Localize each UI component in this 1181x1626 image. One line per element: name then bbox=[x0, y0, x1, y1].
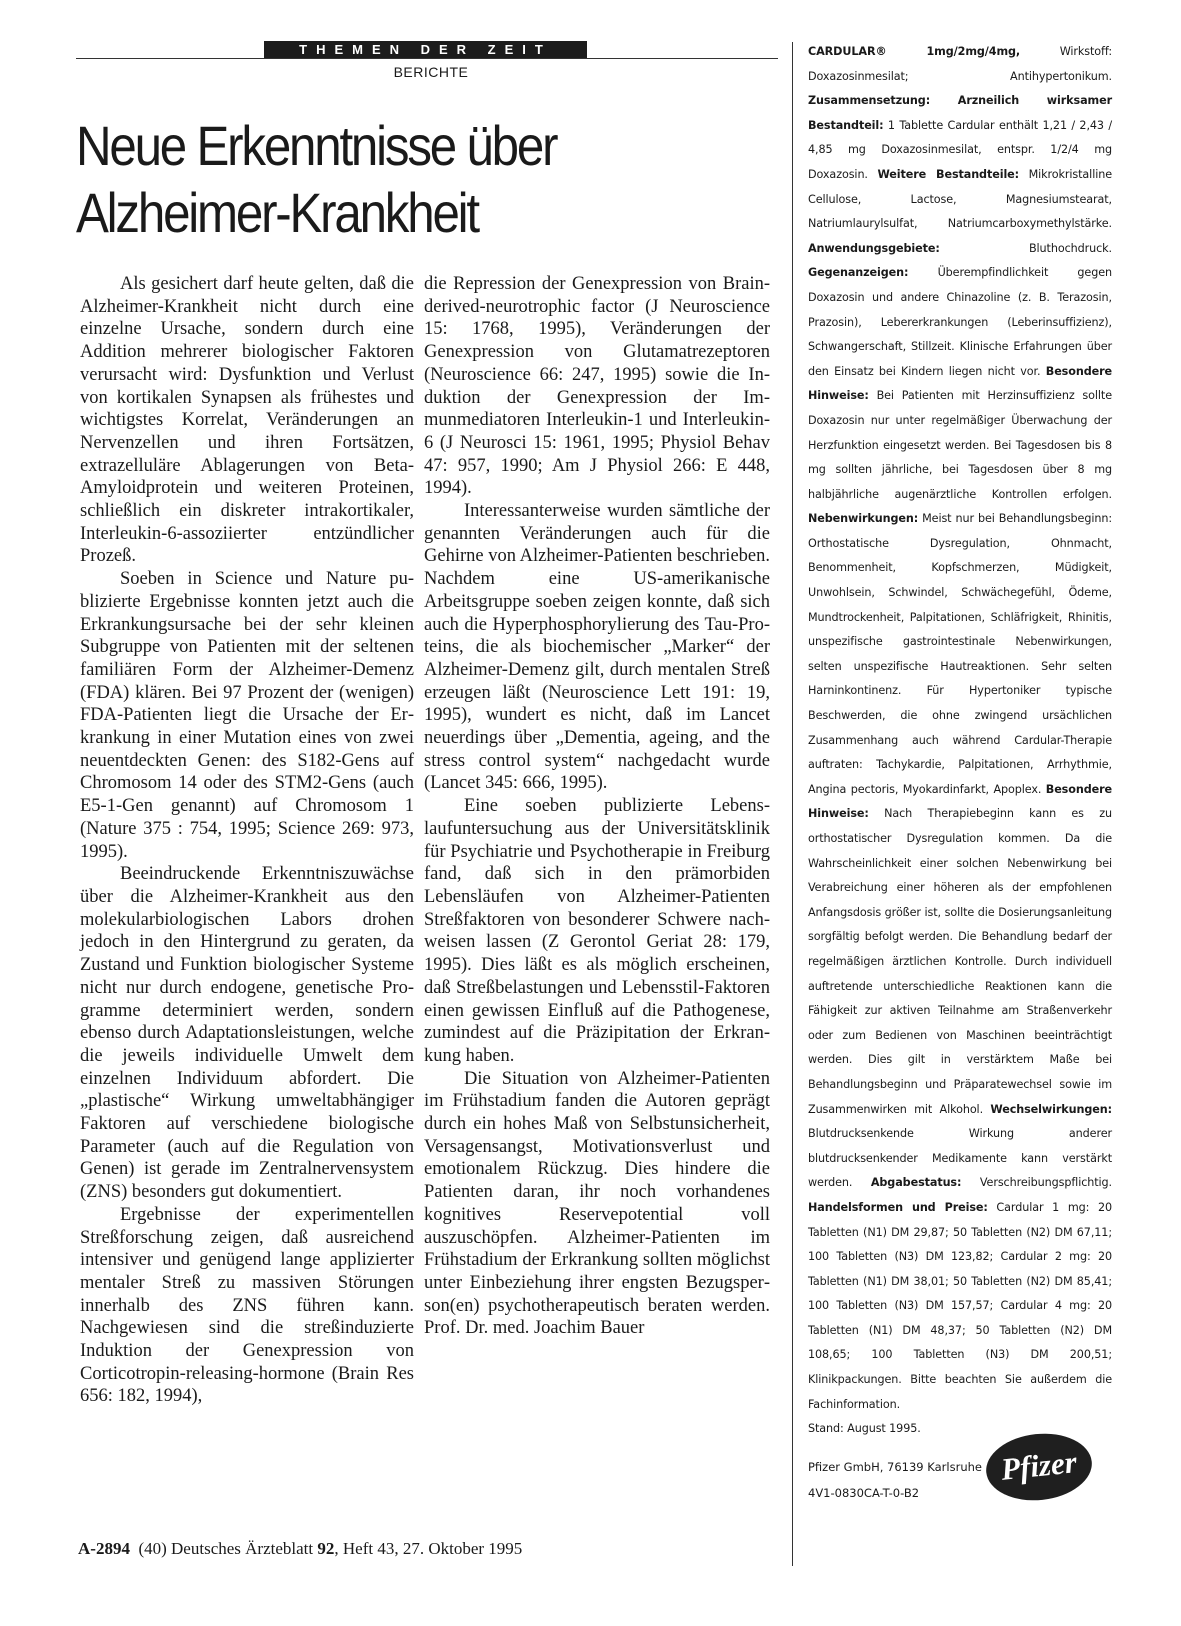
page-id: A-2894 bbox=[78, 1539, 130, 1558]
paragraph: Soeben in Science und Nature publizierte Ergebnisse konnten jetzt auch die Erkrankungsursache bei der sehr kleinen Subgruppe von Patienten mit der seltenen familiären Form der Alzheimer-Demenz (FDA) klären. Bei 97 Prozent der (wenigen) FDA-Patienten liegt die Ursache der Erkrankung in einer Mutation eines von zwei neuentdeckten Genen: des S182-Gens auf Chromosom 14 oder des STM2-Gens (auch E5-1-Gen genannt) auf Chromosom 1 (Nature 375 : 754, 1995; Science 269: 973, 1995). bbox=[80, 569, 414, 862]
sidebar-text: Bluthochdruck. bbox=[939, 241, 1112, 255]
page-footer bbox=[78, 1539, 522, 1559]
article-column-2 bbox=[424, 273, 770, 1340]
sidebar-heading: Wechselwirkungen: bbox=[990, 1102, 1112, 1116]
paragraph: Als gesichert darf heute gelten, daß die Alzheimer-Krankheit nicht durch eine einzelne Ursache, sondern durch eine Addition mehrerer biologischer Faktoren verursacht wird: Dysfunktion und Verlust von kortikalen Synapsen als frühestes und wichtigstes Korrelat, Veränderungen an Nervenzellen und ihren Fortsätzen, extrazelluläre Ablagerungen von Beta-Amyloidprotein und weiteren Proteinen, schließlich ein diskreter intrakortikaler, Interleukin-6-assoziierter entzündlicher Prozeß. bbox=[80, 274, 414, 567]
sidebar-heading: Anwendungsgebiete: bbox=[808, 241, 940, 255]
page-number: (40) bbox=[138, 1539, 167, 1558]
paragraph: Beeindruckende Erkenntniszuwächse über die Alzheimer-Krankheit aus den molekularbiologischen Labors drohen jedoch in den Hintergrund zu geraten, da Zustand und Funktion biologischer Systeme nicht nur durch endogene, genetische Programme determiniert werden, sondern ebenso durch Adaptationsleistungen, welche die jeweils individuelle Umwelt dem einzelnen Individuum abfordert. Die „plastische“ Wirkung umweltabhängiger Faktoren auf verschiedene biologische Parameter (auch auf die Regulation von Genen) ist gerade im Zentralnervensystem (ZNS) besonders gut dokumentiert. bbox=[80, 864, 414, 1203]
sidebar-heading: Zusammensetzung: Arzneilich wirksamer Bestandteil: bbox=[808, 94, 1112, 132]
journal-volume: 92 bbox=[317, 1539, 335, 1558]
sidebar-text: Cardular 1 mg: 20 Tabletten (N1) DM 29,87; 50 Tabletten (N2) DM 67,11; 100 Tabletten (N3) DM 123,82; Cardular 2 mg: 20 Tabletten (N1) DM 38,01; 50 Tabletten (N2) DM 85,41; 100 Tabletten (N3) DM 157,57; Cardular 4 mg: 20 Tabletten (N1) DM 48,37; 50 Tabletten (N2) DM 108,65; 100 Tabletten (N3) DM 200,51; Klinikpackungen. Bitte beachten Sie außerdem die Fachinformation. bbox=[808, 1200, 1112, 1411]
sidebar-text: Bei Patienten mit Herzinsuffizienz sollte Doxazosin nur unter regelmäßiger Überwachung der Herzfunktion eingesetzt werden. Bei Tagesdosen bis 8 mg sollten jährliche, bei Tagesdosen über 8 mg halbjährliche augenärztliche Kontrollen erfolgen. bbox=[808, 389, 1112, 501]
journal-name: Deutsches Ärzteblatt bbox=[171, 1539, 314, 1558]
header-rule bbox=[76, 58, 778, 59]
sidebar-text: Verschreibungspflichtig. bbox=[961, 1176, 1112, 1190]
paragraph: Eine soeben publizierte Lebenslaufuntersuchung aus der Universitätsklinik für Psychiatrie und Psychotherapie in Freiburg fand, daß sich in den prämorbiden Lebensläufen von Alzheimer-Patienten Streßfaktoren von besonderer Schwere nachweisen lassen (Z Gerontol Geriat 28: 179, 1995). Dies läßt es als möglich erscheinen, daß Streßbelastungen und Lebensstil-Faktoren einen gewissen Einfluß auf die Pathogenese, zumindest auf die Präzipitation der Erkrankung haben. bbox=[424, 796, 770, 1066]
section-banner: THEMEN DER ZEIT bbox=[264, 41, 587, 58]
section-label: BERICHTE bbox=[393, 64, 469, 80]
column-divider bbox=[792, 42, 793, 1566]
sidebar-heading: Nebenwirkungen: bbox=[808, 512, 919, 526]
product-code: 4V1-0830CA-T-0-B2 bbox=[808, 1486, 920, 1500]
paragraph: Die Situation von Alzheimer-Patienten im Frühstadium fanden die Autoren geprägt durch ein hohes Maß von Selbstunsicherheit, Versagensangst, Motivationsverlust und emotionalem Rückzug. Dies hindere die Patienten daran, ihr noch vorhandenes kognitives Reservepotential voll auszuschöpfen. Alzheimer-Patienten im Frühstadium der Erkrankung sollten möglichst unter Einbeziehung ihrer engsten Bezugsperson(en) psychotherapeutisch beraten werden. Prof. Dr. med. Joachim Bauer bbox=[424, 1068, 770, 1339]
article-column-1 bbox=[80, 273, 414, 1408]
sidebar-heading: Besondere Hinweise: bbox=[808, 364, 1112, 403]
sidebar-text: 1 Tablette Cardular enthält 1,21 / 2,43 / 4,85 mg Doxazosinmesilat, entspr. 1/2/4 mg Doxazosin. bbox=[808, 118, 1112, 181]
paragraph: die Repression der Genexpression von Brain-derived-neurotrophic factor (J Neuroscience 15: 1768, 1995), Veränderungen der Genexpression von Glutamatrezeptoren (Neuroscience 66: 247, 1995) sowie die Induktion der Genexpression der Immunmediatoren Interleukin-1 und Interleukin-6 (J Neurosci 15: 1961, 1995; Physiol Behav 47: 957, 1990; Am J Physiol 266: E 448, 1994). bbox=[424, 274, 770, 499]
drug-info-sidebar bbox=[808, 40, 1112, 1442]
sidebar-text: Überempfindlichkeit gegen Doxazosin und andere Chinazoline (z. B. Terazosin, Prazosin), Lebererkrankungen (Leberinsuffizienz), Schwangerschaft, Stillzeit. Klinische Erfahrungen über den Einsatz bei Kindern liegen nicht vor. bbox=[808, 266, 1112, 378]
sidebar-heading: Besondere Hinweise: bbox=[808, 782, 1112, 821]
sidebar-heading: Weitere Bestandteile: bbox=[877, 167, 1020, 181]
sidebar-heading: Abgabestatus: bbox=[870, 1176, 962, 1190]
sidebar-text: Mikrokristalline Cellulose, Lactose, Magnesiumstearat, Natriumlaurylsulfat, Natriumcarboxymethylstärke. bbox=[808, 167, 1112, 231]
sidebar-heading: Handelsformen und Preise: bbox=[808, 1200, 988, 1214]
sidebar-heading: Gegenanzeigen: bbox=[808, 266, 909, 280]
paragraph: Interessanterweise wurden sämtliche der genannten Veränderungen auch für die Gehirne von Alzheimer-Patienten beschrieben. Nachdem eine US-amerikanische Arbeitsgruppe soeben zeigen konnte, daß sich auch die Hyperphosphorylierung des Tau-Proteins, die als biochemischer „Marker“ der Alzheimer-Demenz gilt, durch mentalen Streß erzeugen läßt (Neuroscience Lett 191: 19, 1995), wundert es nicht, daß im Lancet neuerdings über „Dementia, ageing, and the stress control system“ nachgedacht wurde (Lancet 345: 666, 1995). bbox=[424, 501, 770, 794]
title-line-2: Alzheimer-Krankheit bbox=[76, 181, 478, 244]
info-date: Stand: August 1995. bbox=[808, 1422, 921, 1436]
manufacturer-block bbox=[808, 1444, 1113, 1528]
product-name: CARDULAR® 1mg/2mg/4mg, bbox=[808, 45, 1021, 58]
sidebar-text: Meist nur bei Behandlungsbeginn: Orthostatische Dysregulation, Ohnmacht, Benommenheit, Kopfschmerzen, Müdigkeit, Unwohlsein, Schwindel, Schwächegefühl, Ödeme, Mundtrockenheit, Palpitationen, Schläfrigkeit, Rhinitis, unspezifische gastrointestinale Nebenwirkungen, selten unspezifische Hautreaktionen. Sehr selten Harninkontinenz. Für Hypertoniker typische Beschwerden, die ohne zwingend ursächlichen Zusammenhang auch während Cardular-Therapie auftraten: Tachykardie, Palpitationen, Arrhythmie, Angina pectoris, Myokardinfarkt, Apoplex. bbox=[808, 512, 1112, 796]
company-address: Pfizer GmbH, 76139 Karlsruhe bbox=[808, 1460, 982, 1474]
sidebar-text: Wirkstoff: Doxazosinmesilat; Antihypertonikum. bbox=[808, 45, 1112, 83]
article-title bbox=[76, 112, 701, 246]
pfizer-logo: Pfizer bbox=[983, 1429, 1095, 1506]
issue-info: , Heft 43, 27. Oktober 1995 bbox=[334, 1539, 523, 1558]
sidebar-text: Blutdrucksenkende Wirkung anderer blutdrucksenkender Medikamente kann verstärkt werden. bbox=[808, 1127, 1112, 1190]
paragraph: Ergebnisse der experimentellen Streßforschung zeigen, daß ausreichend intensiver und genügend lange applizierter mentaler Streß zu massiven Störungen innerhalb des ZNS führen kann. Nachgewiesen sind die streßinduzierte Induktion der Genexpression von Corticotropin-releasing-hormone (Brain Res 656: 182, 1994), bbox=[80, 1204, 414, 1407]
title-line-1: Neue Erkenntnisse über bbox=[76, 114, 557, 177]
sidebar-text: Nach Therapiebeginn kann es zu orthostatischer Dysregulation kommen. Da die Wahrscheinlichkeit einer solchen Nebenwirkung bei Verabreichung einer höheren als der empfohlenen Anfangsdosis größer ist, sollte die Dosierungsanleitung sorgfältig befolgt werden. Die Behandlung bedarf der regelmäßigen ärztlichen Kontrolle. Durch individuell auftretende unterschiedliche Reaktionen kann die Fähigkeit zur aktiven Teilnahme am Straßenverkehr oder zum Bedienen von Maschinen beeinträchtigt werden. Dies gilt in verstärktem Maße bei Behandlungsbeginn und Präparatewechsel sowie im Zusammenwirken mit Alkohol. bbox=[808, 807, 1112, 1116]
